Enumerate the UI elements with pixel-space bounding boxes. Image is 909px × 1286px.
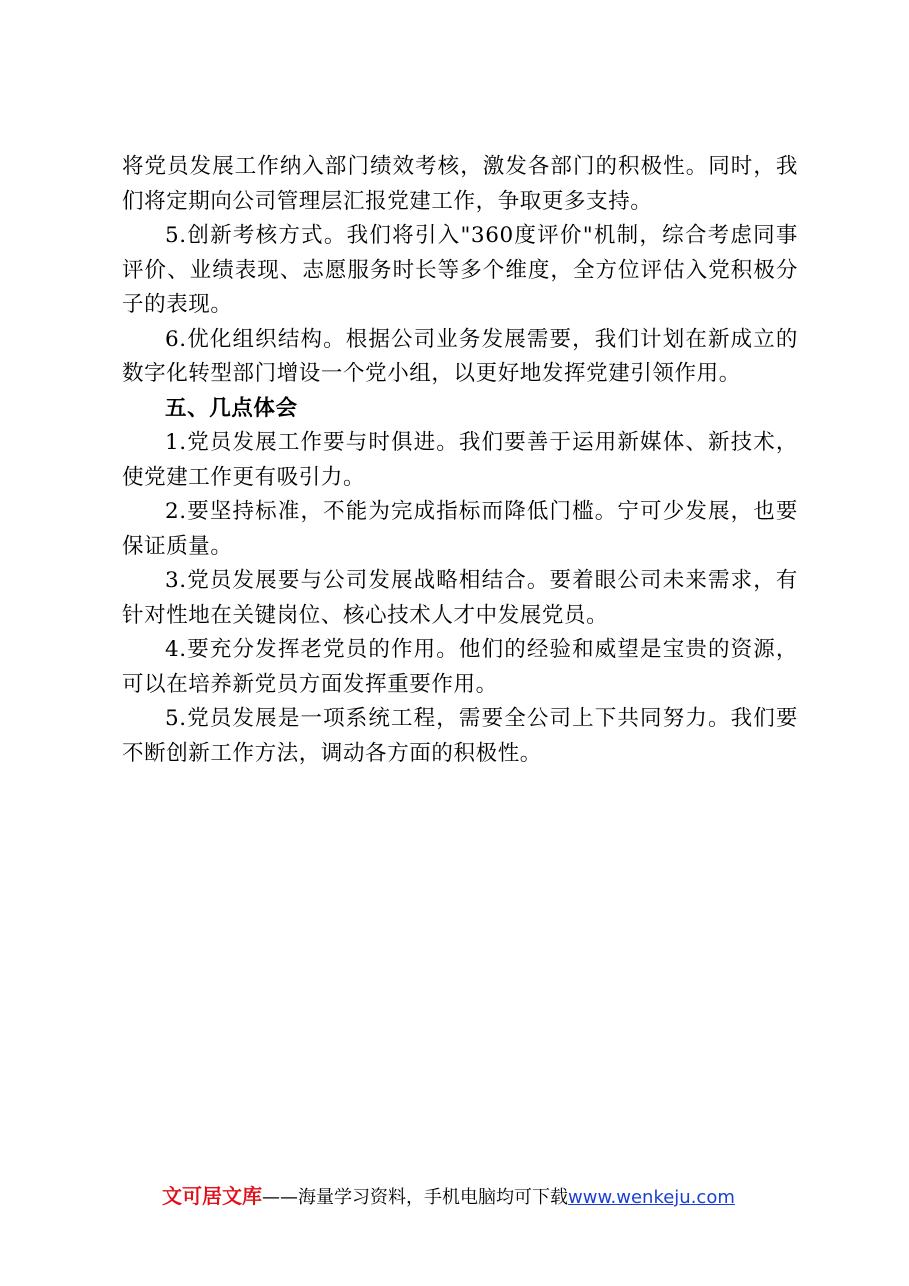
page-footer [162, 1183, 862, 1211]
paragraph: 1.党员发展工作要与时俱进。我们要善于运用新媒体、新技术，使党建工作更有吸引力。 [122, 430, 798, 490]
paragraph: 5.党员发展是一项系统工程，需要全公司上下共同努力。我们要不断创新工作方法，调动各方面的积极性。 [122, 706, 798, 766]
paragraph: 3.党员发展要与公司发展战略相结合。要着眼公司未来需求，有针对性地在关键岗位、核心技术人才中发展党员。 [122, 568, 798, 628]
paragraph: 6.优化组织结构。根据公司业务发展需要，我们计划在新成立的数字化转型部门增设一个党小组，以更好地发挥党建引领作用。 [122, 326, 798, 386]
paragraph: 4.要充分发挥老党员的作用。他们的经验和威望是宝贵的资源，可以在培养新党员方面发挥重要作用。 [122, 637, 798, 697]
footer-tagline: ——海量学习资料，手机电脑均可下载 [262, 1187, 568, 1208]
document-body [122, 150, 798, 771]
paragraph: 5.创新考核方式。我们将引入"360度评价"机制，综合考虑同事评价、业绩表现、志愿服务时长等多个维度，全方位评估入党积极分子的表现。 [122, 223, 798, 317]
footer-website-link[interactable]: www.wenkeju.com [568, 1187, 735, 1208]
section-heading: 五、几点体会 [165, 395, 298, 421]
paragraph: 将党员发展工作纳入部门绩效考核，激发各部门的积极性。同时，我们将定期向公司管理层汇报党建工作，争取更多支持。 [122, 154, 798, 214]
footer-brand: 文可居文库 [162, 1184, 262, 1208]
paragraph: 2.要坚持标准，不能为完成指标而降低门槛。宁可少发展，也要保证质量。 [122, 499, 798, 559]
